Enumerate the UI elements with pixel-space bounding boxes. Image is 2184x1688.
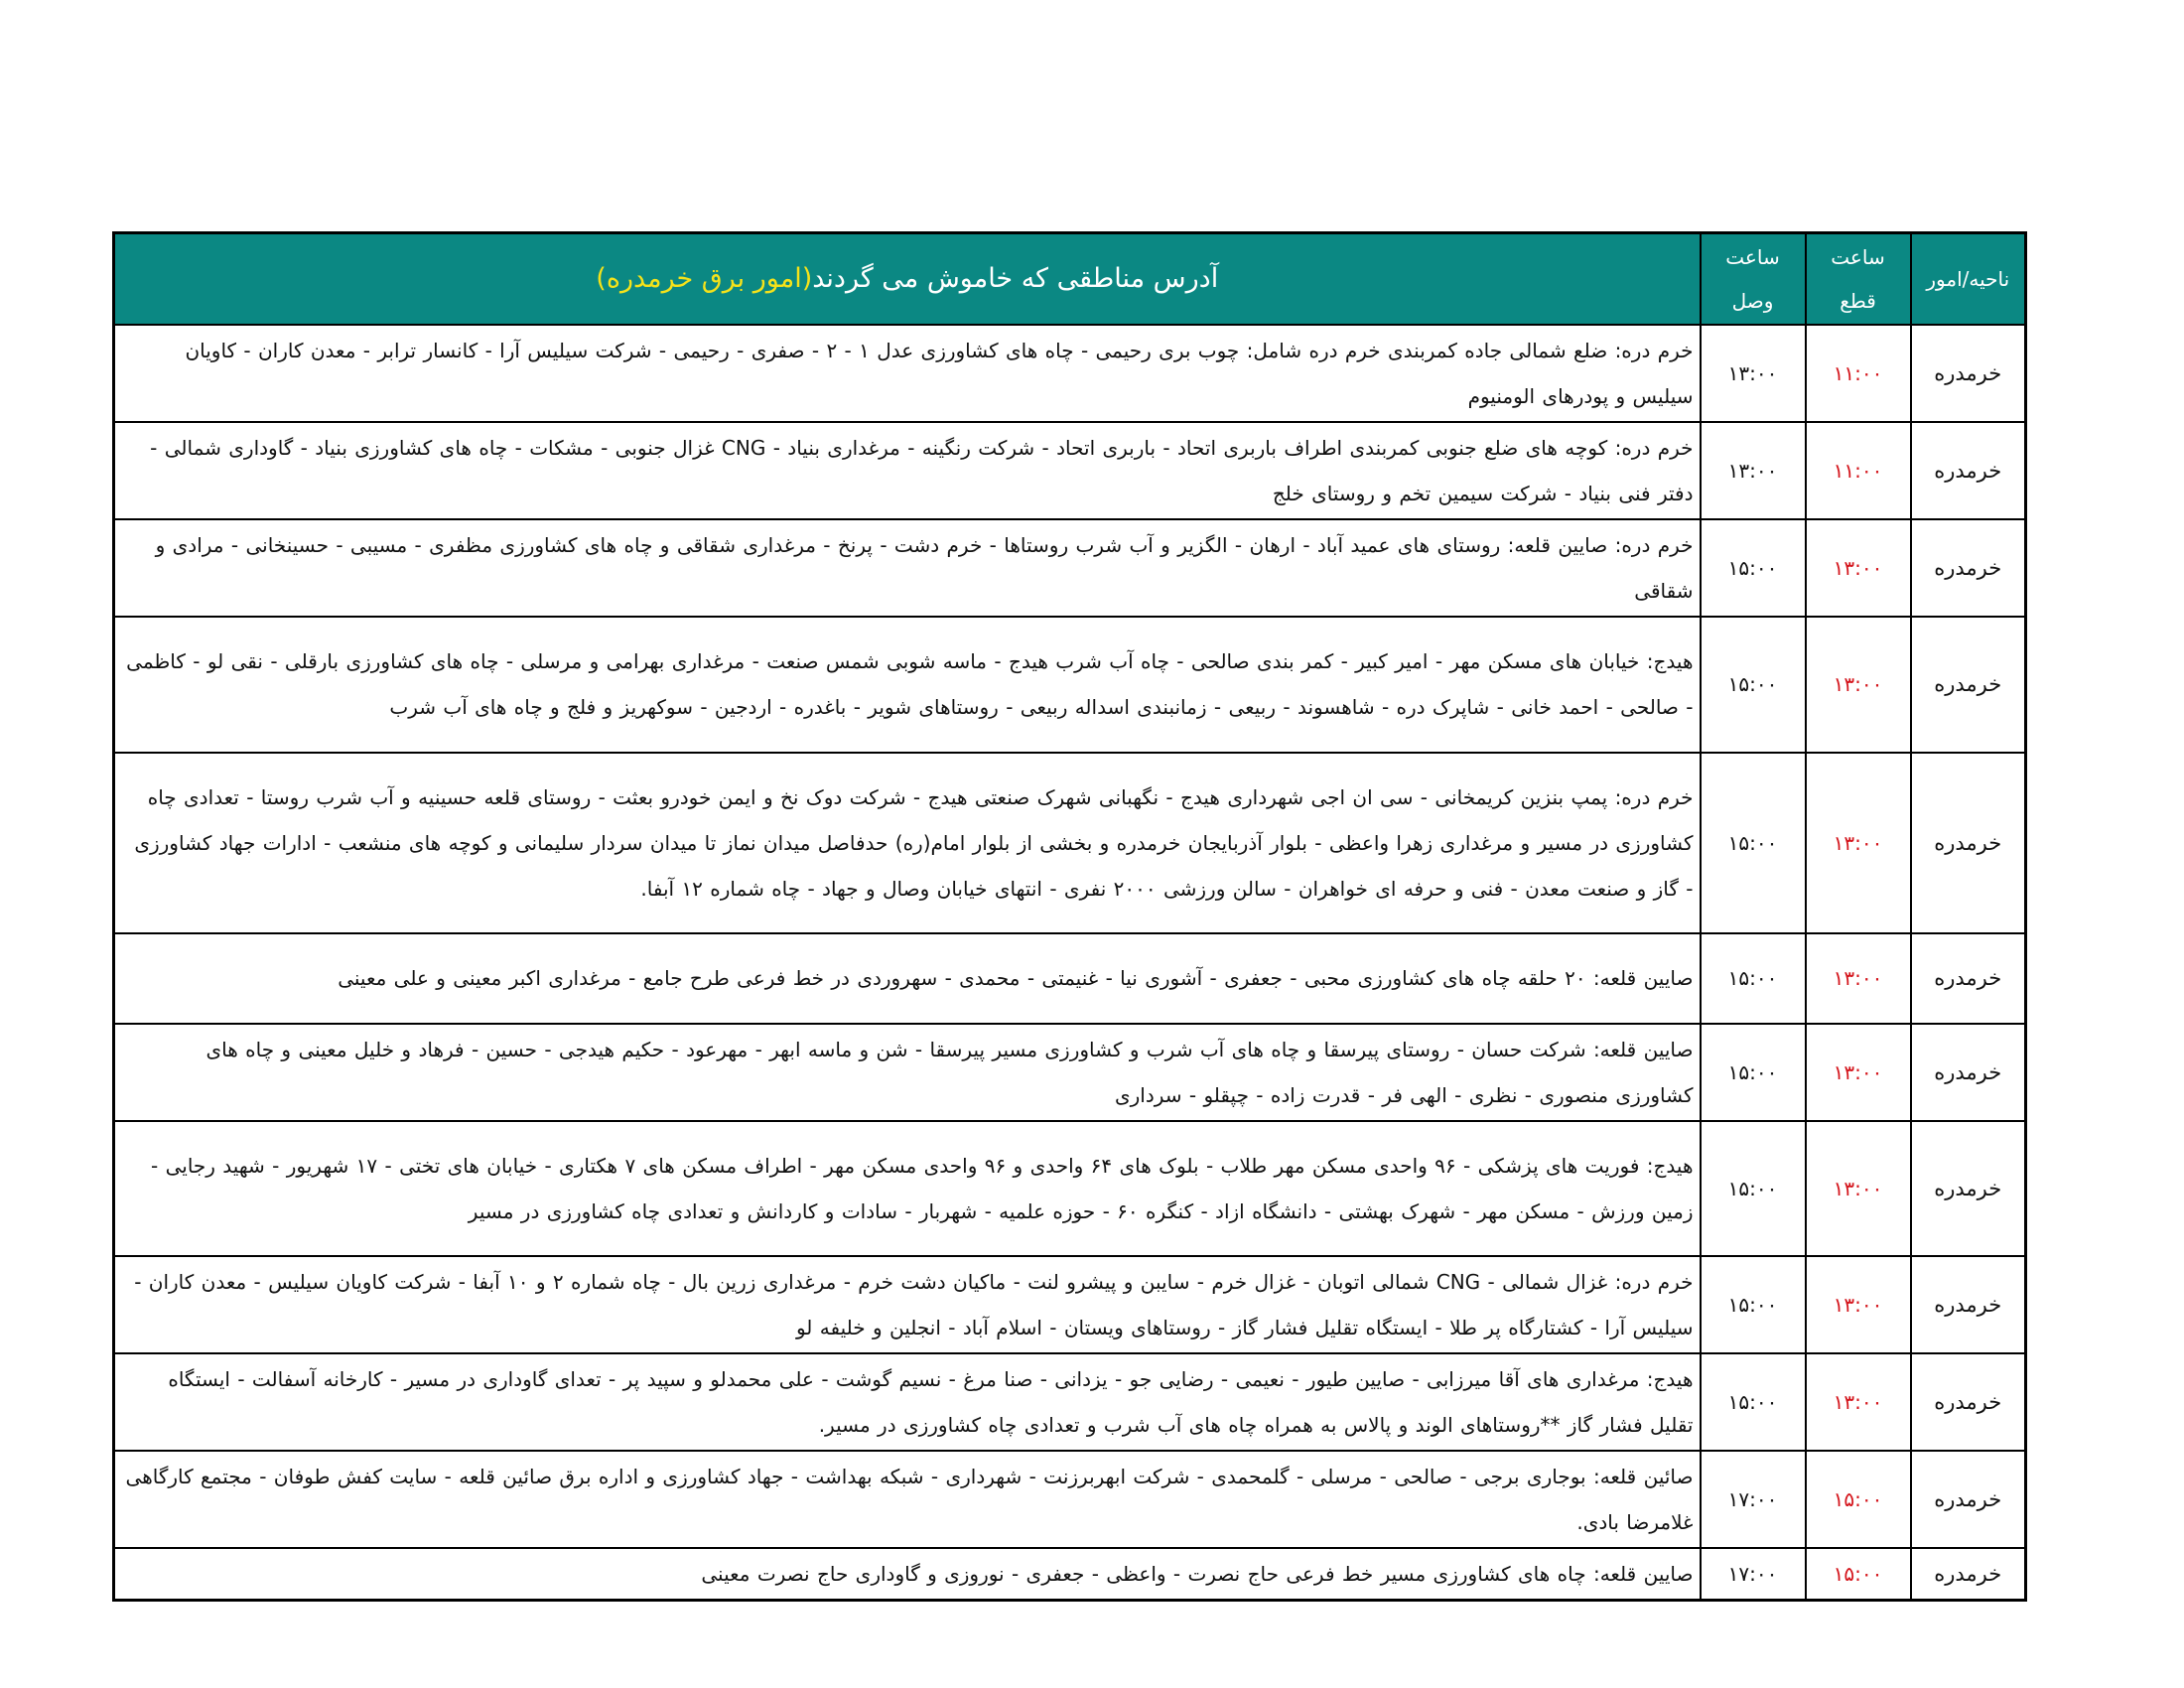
- cut-header-line1: ساعت: [1831, 244, 1885, 269]
- area-cell: خرمدره: [1911, 325, 2026, 422]
- cut-time-cell: ۱۵:۰۰: [1806, 1548, 1911, 1601]
- table-row: [114, 933, 2026, 1024]
- department-name: (امور برق خرمدره): [596, 263, 813, 295]
- connect-time-cell: ۱۳:۰۰: [1701, 325, 1806, 422]
- cut-time-cell: ۱۱:۰۰: [1806, 422, 1911, 519]
- area-cell: خرمدره: [1911, 1024, 2026, 1121]
- table-row: [114, 753, 2026, 933]
- cut-time-cell: ۱۳:۰۰: [1806, 933, 1911, 1024]
- connect-time-cell: ۱۵:۰۰: [1701, 519, 1806, 617]
- address-cell: خرم دره: صایین قلعه: روستای های عمید آباد - ارهان - الگزیر و آب شرب روستاها - خرم دشت - پرنخ - مرغداری شقاقی و چاه های کشاورزی مظفری - مسیبی - حسینخانی - مرادی و شقاقی: [114, 519, 1701, 617]
- address-cell: هیدج: خیابان های مسکن مهر - امیر کبیر - کمر بندی صالحی - چاه آب شرب هیدج - ماسه شوبی شمس صنعت - مرغداری بهرامی و مرسلی - چاه های کشاورزی بارقلی - نقی لو - کاظمی - صالحی - احمد خانی - شاپرک دره - شاهسوند - ربیعی - زمانبندی اسداله ربیعی - روستاهای شویر - باغدره - اردجین - سوکهریز و فلج و چاه های آب شرب: [114, 617, 1701, 753]
- connect-time-cell: ۱۵:۰۰: [1701, 1256, 1806, 1353]
- cut-time-cell: ۱۳:۰۰: [1806, 617, 1911, 753]
- cut-time-column-header: [1806, 233, 1911, 325]
- connect-header-line2: وصل: [1731, 288, 1774, 313]
- table-title: آدرس مناطقی که خاموش می گردند: [812, 263, 1219, 295]
- table-row: [114, 1548, 2026, 1601]
- area-cell: خرمدره: [1911, 617, 2026, 753]
- area-cell: خرمدره: [1911, 753, 2026, 933]
- area-cell: خرمدره: [1911, 933, 2026, 1024]
- cut-time-cell: ۱۱:۰۰: [1806, 325, 1911, 422]
- table-row: [114, 422, 2026, 519]
- connect-time-cell: ۱۵:۰۰: [1701, 933, 1806, 1024]
- address-cell: صایین قلعه: چاه های کشاورزی مسیر خط فرعی حاج نصرت - واعظی - جعفری - نوروزی و گاوداری حاج نصرت معینی: [114, 1548, 1701, 1601]
- address-cell: خرم دره: غزال شمالی - CNG شمالی اتوبان - غزال خرم - سایبن و پیشرو لنت - ماکیان دشت خرم - مرغداری زرین بال - چاه شماره ۲ و ۱۰ آبفا - شرکت کاویان سیلیس - معدن کاران - سیلیس آرا - کشتارگاه پر طلا - ایستگاه تقلیل فشار گاز - روستاهای ویستان - اسلام آباد - انجلین و خلیفه لو: [114, 1256, 1701, 1353]
- table-row: [114, 1451, 2026, 1548]
- connect-time-cell: ۱۵:۰۰: [1701, 1024, 1806, 1121]
- table-row: [114, 1024, 2026, 1121]
- connect-time-cell: ۱۵:۰۰: [1701, 617, 1806, 753]
- cut-time-cell: ۱۳:۰۰: [1806, 1353, 1911, 1451]
- table-row: [114, 617, 2026, 753]
- table-row: [114, 519, 2026, 617]
- area-cell: خرمدره: [1911, 1353, 2026, 1451]
- connect-time-cell: ۱۳:۰۰: [1701, 422, 1806, 519]
- table-row: [114, 1256, 2026, 1353]
- cut-time-cell: ۱۵:۰۰: [1806, 1451, 1911, 1548]
- area-column-header: [1911, 233, 2026, 325]
- connect-time-cell: ۱۷:۰۰: [1701, 1451, 1806, 1548]
- table-row: [114, 1121, 2026, 1256]
- area-cell: خرمدره: [1911, 519, 2026, 617]
- address-column-header: [114, 233, 1701, 325]
- cut-time-cell: ۱۳:۰۰: [1806, 1121, 1911, 1256]
- address-cell: صائین قلعه: بوجاری برجی - صالحی - مرسلی - گلمحمدی - شرکت ابهربرزنت - شهرداری - شبکه بهداشت - جهاد کشاورزی و اداره برق صائین قلعه - سایت کفش طوفان - مجتمع کارگاهی غلامرضا بادی.: [114, 1451, 1701, 1548]
- cut-time-cell: ۱۳:۰۰: [1806, 1024, 1911, 1121]
- area-cell: خرمدره: [1911, 1548, 2026, 1601]
- outage-schedule-table: [112, 231, 2027, 1602]
- address-cell: خرم دره: ضلع شمالی جاده کمربندی خرم دره شامل: چوب بری رحیمی - چاه های کشاورزی عدل ۱ - ۲ - صفری - رحیمی - شرکت سیلیس آرا - کانسار ترابر - معدن کاران - کاویان سیلیس و پودرهای الومنیوم: [114, 325, 1701, 422]
- address-cell: صایین قلعه: ۲۰ حلقه چاه های کشاورزی محبی - جعفری - آشوری نیا - غنیمتی - محمدی - سهروردی در خط فرعی طرح جامع - مرغداری اکبر معینی و علی معینی: [114, 933, 1701, 1024]
- connect-header-line1: ساعت: [1725, 244, 1780, 269]
- connect-time-cell: ۱۵:۰۰: [1701, 753, 1806, 933]
- table-header-row: [114, 233, 2026, 325]
- connect-time-cell: ۱۵:۰۰: [1701, 1121, 1806, 1256]
- address-cell: خرم دره: کوچه های ضلع جنوبی کمربندی اطراف باربری اتحاد - باربری اتحاد - شرکت رنگینه - مرغداری بنیاد - CNG غزال جنوبی - مشکات - چاه های کشاورزی بنیاد - گاوداری شمالی - دفتر فنی بنیاد - شرکت سیمین تخم و روستای خلج: [114, 422, 1701, 519]
- cut-time-cell: ۱۳:۰۰: [1806, 519, 1911, 617]
- connect-time-cell: ۱۵:۰۰: [1701, 1353, 1806, 1451]
- cut-time-cell: ۱۳:۰۰: [1806, 1256, 1911, 1353]
- table-row: [114, 1353, 2026, 1451]
- table-row: [114, 325, 2026, 422]
- connect-time-cell: ۱۷:۰۰: [1701, 1548, 1806, 1601]
- area-cell: خرمدره: [1911, 1121, 2026, 1256]
- area-cell: خرمدره: [1911, 1256, 2026, 1353]
- address-cell: خرم دره: پمپ بنزین کریمخانی - سی ان اجی شهرداری هیدج - نگهبانی شهرک صنعتی هیدج - شرکت دوک نخ و ایمن خودرو بعثت - روستای قلعه حسینیه و آب شرب روستا - تعدادی چاه کشاورزی در مسیر و مرغداری زهرا واعظی - بلوار آذربایجان خرمدره و بخشی از بلوار امام(ره) حدفاصل میدان نماز تا میدان سردار سلیمانی و کوچه های منشعب - ادارات جهاد کشاورزی - گاز و صنعت معدن - فنی و حرفه ای خواهران - سالن ورزشی ۲۰۰۰ نفری - انتهای خیابان وصال و جهاد - چاه شماره ۱۲ آبفا.: [114, 753, 1701, 933]
- area-header-label: ناحیه/امور: [1926, 266, 2010, 291]
- connect-time-column-header: [1701, 233, 1806, 325]
- address-cell: هیدج: مرغداری های آقا میرزابی - صایین طیور - نعیمی - رضایی جو - یزدانی - صنا مرغ - نسیم گوشت - علی محمدلو و سپید پر - تعدای گاوداری در مسیر - کارخانه آسفالت - ایستگاه تقلیل فشار گاز **روستاهای الوند و پالاس به همراه چاه های آب شرب و تعدادی چاه کشاورزی در مسیر.: [114, 1353, 1701, 1451]
- address-cell: صایین قلعه: شرکت حسان - روستای پیرسقا و چاه های آب شرب و کشاورزی مسیر پیرسقا - شن و ماسه ابهر - مهرعود - حکیم هیدجی - حسین - فرهاد و خلیل معینی و چاه های کشاورزی منصوری - نظری - الهی فر - قدرت زاده - چپقلو - سرداری: [114, 1024, 1701, 1121]
- area-cell: خرمدره: [1911, 422, 2026, 519]
- address-cell: هیدج: فوریت های پزشکی - ۹۶ واحدی مسکن مهر طلاب - بلوک های ۶۴ واحدی و ۹۶ واحدی مسکن مهر - اطراف مسکن های ۷ هکتاری - خیابان های تختی - ۱۷ شهریور - شهید رجایی - زمین ورزش - مسکن مهر - شهرک بهشتی - دانشگاه ازاد - کنگره ۶۰ - حوزه علمیه - شهربار - سادات و کاردانش و تعدادی چاه کشاورزی در مسیر: [114, 1121, 1701, 1256]
- area-cell: خرمدره: [1911, 1451, 2026, 1548]
- cut-time-cell: ۱۳:۰۰: [1806, 753, 1911, 933]
- cut-header-line2: قطع: [1840, 288, 1876, 313]
